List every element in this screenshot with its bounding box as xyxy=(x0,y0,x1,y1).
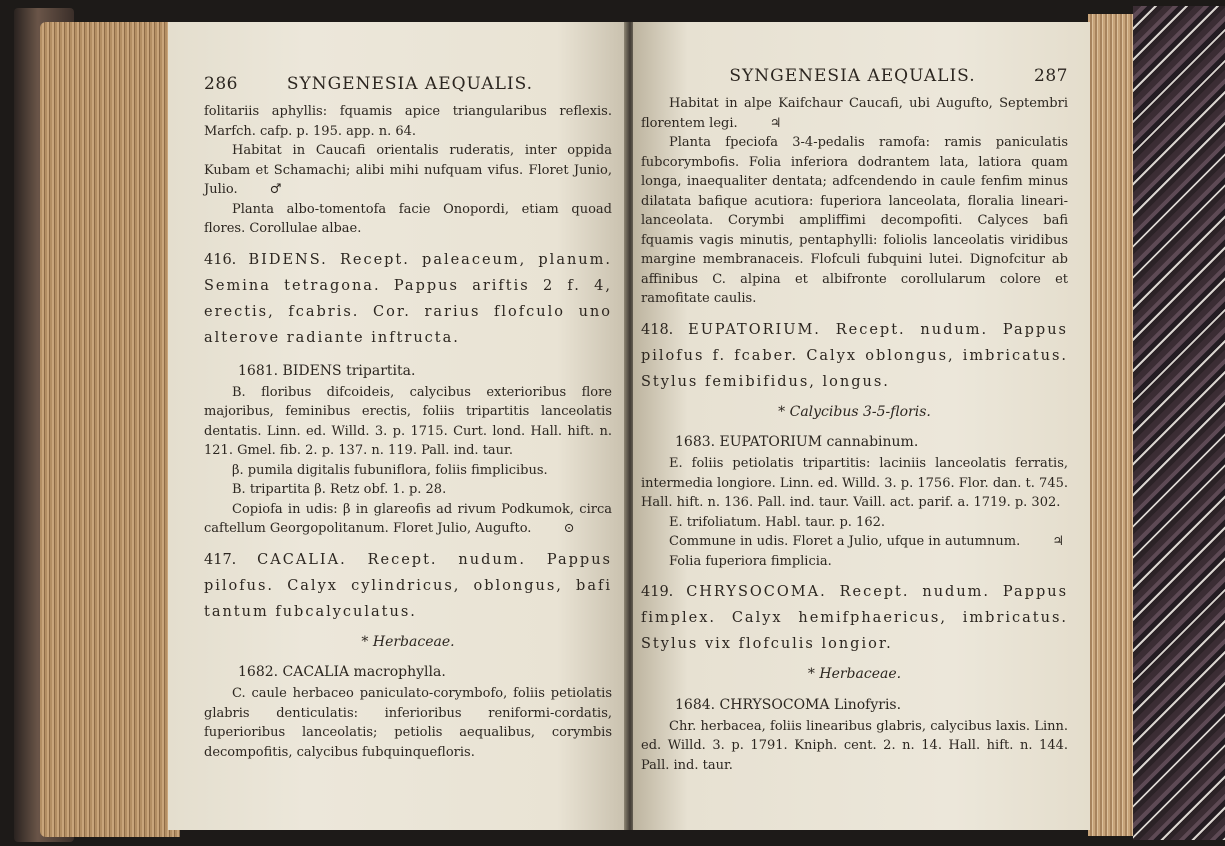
perennial-symbol: ♃ xyxy=(769,115,782,131)
genus-418: 418. EUPATORIUM. Recept. nudum. Pappus pilofus f. fcaber. Calyx oblongus, imbricatus. Stylus femibifidus, longus. xyxy=(641,321,1068,390)
reference: E. trifoliatum. Habl. taur. p. 162. xyxy=(669,514,886,530)
left-page xyxy=(168,22,626,830)
text-line: Habitat in Caucafi orientalis ruderatis, inter oppida Kubam et Schamachi; alibi mihi nufquam vifus. Floret Junio, Julio. ♂ xyxy=(204,141,612,200)
text-line: Planta albo-tomentofa facie Onopordi, etiam quoad flores. Corollulae albae. xyxy=(204,201,612,236)
perennial-symbol: ♃ xyxy=(1052,534,1065,549)
genus-416: 416. BIDENS. Recept. paleaceum, planum. Semina tetragona. Pappus ariftis 2 f. 4, erectis, fcabris. Cor. rarius flofculo uno alterove radiante inftructa. xyxy=(204,251,612,346)
species-heading: 1682. CACALIA macrophylla. xyxy=(238,664,446,680)
left-page-number: 286 xyxy=(204,74,238,94)
section-heading: * Calycibus 3-5-floris. xyxy=(778,403,931,420)
right-page xyxy=(633,22,1090,830)
folia-note: Folia fuperiora fimplicia. xyxy=(669,553,832,569)
page-edges-left xyxy=(40,22,180,837)
species-heading: 1681. BIDENS tripartita. xyxy=(238,362,416,379)
variety: β. pumila digitalis fubuniflora, foliis fimplicibus. xyxy=(232,462,548,478)
text-line: folitariis aphyllis: fquamis apice triangularibus reflexis. Marfch. cafp. p. 195. app. n. 64. xyxy=(204,104,612,139)
right-running-head: SYNGENESIA AEQUALIS. xyxy=(729,66,976,86)
left-running-head: SYNGENESIA AEQUALIS. xyxy=(286,74,534,94)
male-symbol: ♂ xyxy=(269,182,282,197)
genus-417: 417. CACALIA. Recept. nudum. Pappus pilofus. Calyx cylindricus, oblongus, bafi tantum fubcalyculatus. xyxy=(204,551,612,620)
genus-419: 419. CHRYSOCOMA. Recept. nudum. Pappus fimplex. Calyx hemifphaericus, imbricatus. Stylus vix flofculis longior. xyxy=(641,584,1069,652)
book-cover-right xyxy=(1133,6,1225,840)
species-heading: 1683. EUPATORIUM cannabinum. xyxy=(675,434,919,450)
section-heading: * Herbaceae. xyxy=(361,633,455,650)
habitat: Copiofa in udis: β in glareofis ad rivum Podkumok, circa caftellum Georgopolitanum. Floret Julio, Augufto. ⊙ xyxy=(204,500,612,539)
right-header xyxy=(641,66,1068,86)
right-page-number: 287 xyxy=(1034,66,1068,86)
species-heading: 1684. CHRYSOCOMA Linofyris. xyxy=(675,696,902,713)
species-description: Chr. herbacea, foliis linearibus glabris, calycibus laxis. Linn. ed. Willd. 3. p. 1791. Kniph. cent. 2. n. 14. Hall. hift. n. 144. Pall. ind. taur. xyxy=(641,718,1068,773)
section-heading: * Herbaceae. xyxy=(807,666,902,682)
species-description: C. caule herbaceo paniculato-corymbofo, foliis petiolatis glabris denticulatis: inferioribus reniformi-cordatis, fuperioribus lanceolatis; petiolis aequalibus, corymbis decompofitis, calycibus fubquinquefloris. xyxy=(204,686,612,760)
habitat: Habitat in alpe Kaifchaur Caucafi, ubi Augufto, Septembri florentem legi. ♃ xyxy=(641,94,1068,133)
biennial-symbol: ⊙ xyxy=(563,521,575,536)
habitat: Commune in udis. Floret a Julio, ufque in autumnum. ♃ xyxy=(641,532,1068,552)
reference: B. tripartita β. Retz obf. 1. p. 28. xyxy=(232,482,447,497)
species-description: E. foliis petiolatis tripartitis: laciniis lanceolatis ferratis, intermedia longiore. Linn. ed. Willd. 3. p. 1756. Flor. dan. t. 745. Hall. hift. n. 136. Pall. ind. taur. Vaill. act. parif. a. 1719. p. 302. xyxy=(641,456,1068,510)
left-header xyxy=(204,74,612,94)
species-description: B. floribus difcoideis, calycibus exterioribus flore majoribus, feminibus erectis, foliis tripartitis lanceolatis dentatis. Linn. ed. Willd. 3. p. 1715. Curt. lond. Hall. hift. n. 121. Gmel. fib. 2. p. 137. n. 119. Pall. ind. taur. xyxy=(204,384,612,458)
plant-description: Planta fpeciofa 3-4-pedalis ramofa: ramis paniculatis fubcorymbofis. Folia inferiora dodrantem lata, latiora quam longa, inaequaliter dentata; adfcendendo in caule fenfim minus dilatata bafique acutiora: fuperiora lanceolata, floralia lineari-lanceolata. Corymbi ampliffimi decompofiti. Calyces bafi fquamis vagis minutis, pentaphylli: foliolis lanceolatis viridibus margine membranaceis. Flofculi fubquini lutei. Dignofcitur ab affinibus C. alpina et albifronte corollularum colore et ramofitate caulis. xyxy=(641,135,1068,306)
